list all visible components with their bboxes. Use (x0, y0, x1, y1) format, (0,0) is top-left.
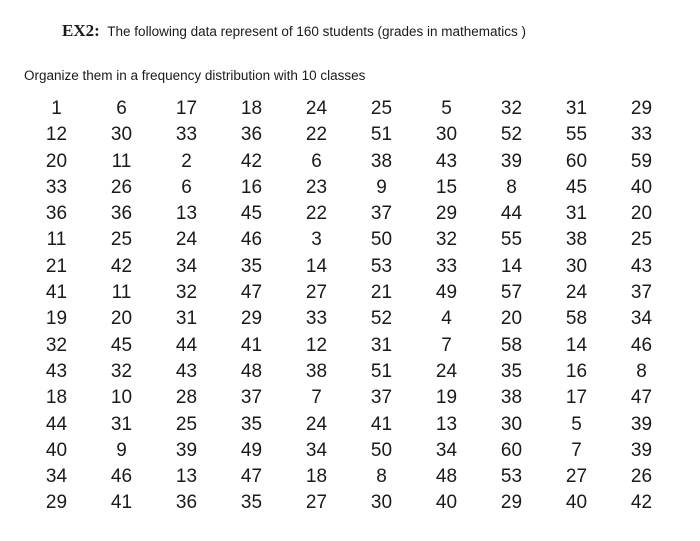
grade-value: 34 (630, 308, 653, 330)
grade-value: 57 (500, 282, 523, 304)
grade-value: 17 (175, 98, 198, 119)
grade-value: 13 (175, 466, 198, 488)
grade-value: 30 (435, 124, 458, 146)
grade-value: 15 (435, 176, 458, 198)
grade-value: 39 (175, 439, 198, 461)
grade-value: 20 (500, 308, 523, 330)
grade-value: 49 (435, 282, 458, 304)
grade-value: 5 (571, 413, 582, 435)
grade-value: 24 (175, 229, 198, 251)
grade-value: 58 (565, 308, 588, 330)
grade-value: 55 (565, 124, 588, 146)
grade-value: 51 (370, 124, 393, 146)
grade-value: 39 (630, 413, 653, 435)
grade-value: 21 (45, 255, 68, 277)
grade-value: 52 (370, 308, 393, 330)
grade-value: 27 (305, 282, 328, 304)
grade-value: 16 (240, 176, 263, 198)
grades-data-table (24, 96, 674, 517)
grade-value: 31 (370, 334, 393, 356)
grade-value: 60 (500, 439, 523, 461)
grade-value: 24 (435, 360, 458, 382)
grade-value: 19 (45, 308, 68, 330)
grade-value: 45 (240, 203, 263, 225)
grade-value: 5 (441, 98, 452, 119)
grade-value: 41 (240, 334, 263, 356)
grade-value: 29 (45, 492, 68, 514)
grade-value: 26 (630, 466, 653, 488)
grade-value: 17 (565, 387, 588, 409)
grade-value: 38 (565, 229, 588, 251)
grade-value: 40 (630, 176, 653, 198)
grade-value: 8 (376, 466, 387, 488)
grade-value: 12 (305, 334, 328, 356)
grade-value: 47 (240, 282, 263, 304)
grade-value: 48 (435, 466, 458, 488)
grade-value: 30 (110, 124, 133, 146)
grade-value: 34 (435, 439, 458, 461)
grade-value: 37 (370, 387, 393, 409)
grade-value: 20 (45, 150, 68, 172)
grade-value: 14 (500, 255, 523, 277)
grade-value: 36 (175, 492, 198, 514)
grade-value: 6 (116, 98, 127, 119)
grade-value: 6 (181, 176, 192, 198)
grade-value: 47 (240, 466, 263, 488)
grade-value: 25 (175, 413, 198, 435)
grade-value: 6 (311, 150, 322, 172)
exercise-description: The following data represent of 160 students (grades in mathematics ) (107, 24, 527, 39)
grade-value: 48 (240, 360, 263, 382)
grade-value: 24 (565, 282, 588, 304)
grade-value: 42 (110, 255, 133, 277)
grade-value: 46 (240, 229, 263, 251)
grade-value: 11 (111, 150, 132, 172)
grade-value: 7 (571, 439, 582, 461)
instruction-text: Organize them in a frequency distribution with 10 classes (24, 68, 366, 83)
grade-value: 18 (45, 387, 68, 409)
grade-value: 26 (110, 176, 133, 198)
grade-value: 3 (311, 229, 322, 251)
grade-value: 43 (435, 150, 458, 172)
grade-value: 20 (630, 203, 653, 225)
grade-value: 38 (305, 360, 328, 382)
grade-value: 50 (370, 439, 393, 461)
grade-value: 45 (565, 176, 588, 198)
grade-value: 29 (240, 308, 263, 330)
grade-value: 47 (630, 387, 653, 409)
grade-value: 4 (441, 308, 452, 330)
grade-value: 37 (240, 387, 263, 409)
grade-value: 46 (110, 466, 133, 488)
grade-value: 33 (630, 124, 653, 146)
grade-value: 14 (565, 334, 588, 356)
grade-value: 36 (45, 203, 68, 225)
grade-value: 31 (565, 98, 588, 119)
grade-value: 23 (305, 176, 328, 198)
grade-value: 50 (370, 229, 393, 251)
grade-value: 37 (630, 282, 653, 304)
grade-value: 22 (305, 124, 328, 146)
grade-value: 9 (376, 176, 387, 198)
grade-value: 20 (110, 308, 133, 330)
grade-value: 9 (116, 439, 127, 461)
grade-value: 59 (630, 150, 653, 172)
grade-value: 32 (45, 334, 68, 356)
grade-value: 36 (110, 203, 133, 225)
grade-value: 16 (565, 360, 588, 382)
grade-value: 40 (45, 439, 68, 461)
grade-value: 13 (175, 203, 198, 225)
grade-value: 41 (110, 492, 133, 514)
grade-value: 32 (110, 360, 133, 382)
grade-value: 38 (500, 387, 523, 409)
grade-value: 28 (175, 387, 198, 409)
grade-value: 11 (46, 229, 67, 251)
grade-value: 41 (45, 282, 68, 304)
grade-value: 34 (305, 439, 328, 461)
grade-value: 60 (565, 150, 588, 172)
grade-value: 35 (240, 492, 263, 514)
grade-value: 53 (500, 466, 523, 488)
grade-value: 7 (311, 387, 322, 409)
grade-value: 19 (435, 387, 458, 409)
grade-value: 43 (45, 360, 68, 382)
grade-value: 24 (305, 98, 328, 119)
grade-value: 12 (45, 124, 68, 146)
exercise-title (62, 21, 526, 41)
grade-value: 21 (370, 282, 393, 304)
grade-value: 24 (305, 413, 328, 435)
grade-value: 8 (636, 360, 647, 382)
grade-value: 42 (630, 492, 653, 514)
grade-value: 32 (175, 282, 198, 304)
grade-value: 30 (370, 492, 393, 514)
grade-value: 25 (370, 98, 393, 119)
grade-value: 34 (175, 255, 198, 277)
grade-value: 14 (305, 255, 328, 277)
grade-value: 30 (565, 255, 588, 277)
grade-value: 34 (45, 466, 68, 488)
grade-value: 18 (240, 98, 263, 119)
grade-value: 13 (435, 413, 458, 435)
grade-value: 51 (370, 360, 393, 382)
grade-value: 33 (435, 255, 458, 277)
grade-value: 8 (506, 176, 517, 198)
grade-value: 32 (500, 98, 523, 119)
grade-value: 31 (110, 413, 133, 435)
grade-value: 7 (441, 334, 452, 356)
grade-value: 29 (435, 203, 458, 225)
grade-value: 27 (565, 466, 588, 488)
grade-value: 2 (181, 150, 192, 172)
grade-value: 25 (110, 229, 133, 251)
grade-value: 39 (630, 439, 653, 461)
grade-value: 30 (500, 413, 523, 435)
grade-value: 10 (110, 387, 133, 409)
grade-value: 55 (500, 229, 523, 251)
grade-value: 29 (500, 492, 523, 514)
grade-value: 41 (370, 413, 393, 435)
grade-value: 38 (370, 150, 393, 172)
grade-value: 44 (500, 203, 523, 225)
grade-value: 40 (565, 492, 588, 514)
grade-value: 32 (435, 229, 458, 251)
grade-value: 22 (305, 203, 328, 225)
grade-value: 33 (175, 124, 198, 146)
grade-value: 31 (175, 308, 198, 330)
grade-value: 44 (45, 413, 68, 435)
grade-value: 58 (500, 334, 523, 356)
grade-value: 42 (240, 150, 263, 172)
grade-value: 45 (110, 334, 133, 356)
grade-value: 43 (175, 360, 198, 382)
grade-value: 33 (45, 176, 68, 198)
grade-value: 39 (500, 150, 523, 172)
grade-value: 18 (305, 466, 328, 488)
grade-value: 33 (305, 308, 328, 330)
grade-value: 49 (240, 439, 263, 461)
grade-value: 31 (565, 203, 588, 225)
grade-value: 11 (111, 282, 132, 304)
grade-value: 40 (435, 492, 458, 514)
grade-value: 25 (630, 229, 653, 251)
grade-value: 35 (240, 413, 263, 435)
grade-value: 35 (500, 360, 523, 382)
grade-value: 46 (630, 334, 653, 356)
grade-value: 35 (240, 255, 263, 277)
grade-value: 44 (175, 334, 198, 356)
grade-value: 37 (370, 203, 393, 225)
exercise-label: EX2: (62, 21, 100, 40)
grade-value: 1 (51, 98, 62, 119)
grade-value: 43 (630, 255, 653, 277)
grade-value: 52 (500, 124, 523, 146)
grade-value: 53 (370, 255, 393, 277)
grade-value: 36 (240, 124, 263, 146)
grade-value: 27 (305, 492, 328, 514)
grade-value: 29 (630, 98, 653, 119)
